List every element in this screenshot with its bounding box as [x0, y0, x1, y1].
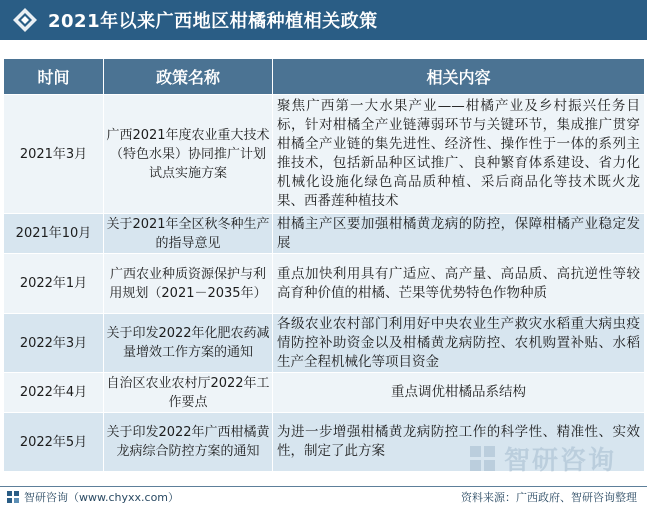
row-policy-name: 自治区农业农村厅2022年工作要点	[104, 373, 273, 413]
header-content: 相关内容	[273, 59, 645, 95]
row-policy-name: 关于2021年全区秋冬种生产的指导意见	[104, 214, 273, 254]
table-row	[4, 95, 645, 214]
title-bar	[0, 0, 647, 40]
row-policy-name: 广西2021年度农业重大技术（特色水果）协同推广计划试点实施方案	[104, 95, 273, 214]
row-content: 为进一步增强柑橘黄龙病防控工作的科学性、精准性、实效性，制定了此方案	[273, 413, 645, 472]
row-time: 2022年1月	[4, 254, 104, 314]
row-policy-name: 广西农业种质资源保护与利用规划（2021－2035年）	[104, 254, 273, 314]
row-content: 聚焦广西第一大水果产业——柑橘产业及乡村振兴任务目标，针对柑橘全产业链薄弱环节与关键环节，集成推广贯穿柑橘全产业链的集先进性、经济性、操作性于一体的系列主推技术，包括新品种区试推广、良种繁育体系建设、省力化机械化设施化绿色高品质种植、采后商品化等技术既火龙果、西番莲种植技术	[273, 95, 645, 214]
footer-brand-text: 智研咨询（www.chyxx.com）	[24, 491, 180, 504]
row-time: 2021年3月	[4, 95, 104, 214]
table-header-row	[4, 59, 645, 95]
header-policy-name: 政策名称	[104, 59, 273, 95]
brand-logo-icon	[6, 490, 20, 504]
page-title: 2021年以来广西地区柑橘种植相关政策	[48, 11, 378, 32]
table-row	[4, 413, 645, 472]
row-content: 各级农业农村部门利用好中央农业生产救灾水稻重大病虫疫情防控补助资金以及柑橘黄龙病防控、农机购置补贴、水稻生产全程机械化等项目资金	[273, 314, 645, 373]
row-time: 2022年4月	[4, 373, 104, 413]
table-row	[4, 214, 645, 254]
row-content: 柑橘主产区要加强柑橘黄龙病的防控，保障柑橘产业稳定发展	[273, 214, 645, 254]
row-policy-name: 关于印发2022年化肥农药减量增效工作方案的通知	[104, 314, 273, 373]
diamond-logo-icon	[12, 7, 38, 33]
table-row	[4, 373, 645, 413]
row-time: 2022年5月	[4, 413, 104, 472]
watermark-text: 智研咨询	[504, 446, 617, 476]
row-content: 重点调优柑橘品系结构	[273, 373, 645, 413]
row-time: 2021年10月	[4, 214, 104, 254]
policy-table	[3, 58, 645, 472]
footer	[0, 486, 647, 507]
table-row	[4, 254, 645, 314]
row-time: 2022年3月	[4, 314, 104, 373]
row-policy-name: 关于印发2022年广西柑橘黄龙病综合防控方案的通知	[104, 413, 273, 472]
table-row	[4, 314, 645, 373]
header-time: 时间	[4, 59, 104, 95]
row-content: 重点加快利用具有广适应、高产量、高品质、高抗逆性等较高育种价值的柑橘、芒果等优势特色作物种质	[273, 254, 645, 314]
footer-brand	[6, 489, 179, 505]
footer-source: 资料来源：广西政府、智研咨询整理	[461, 491, 637, 504]
